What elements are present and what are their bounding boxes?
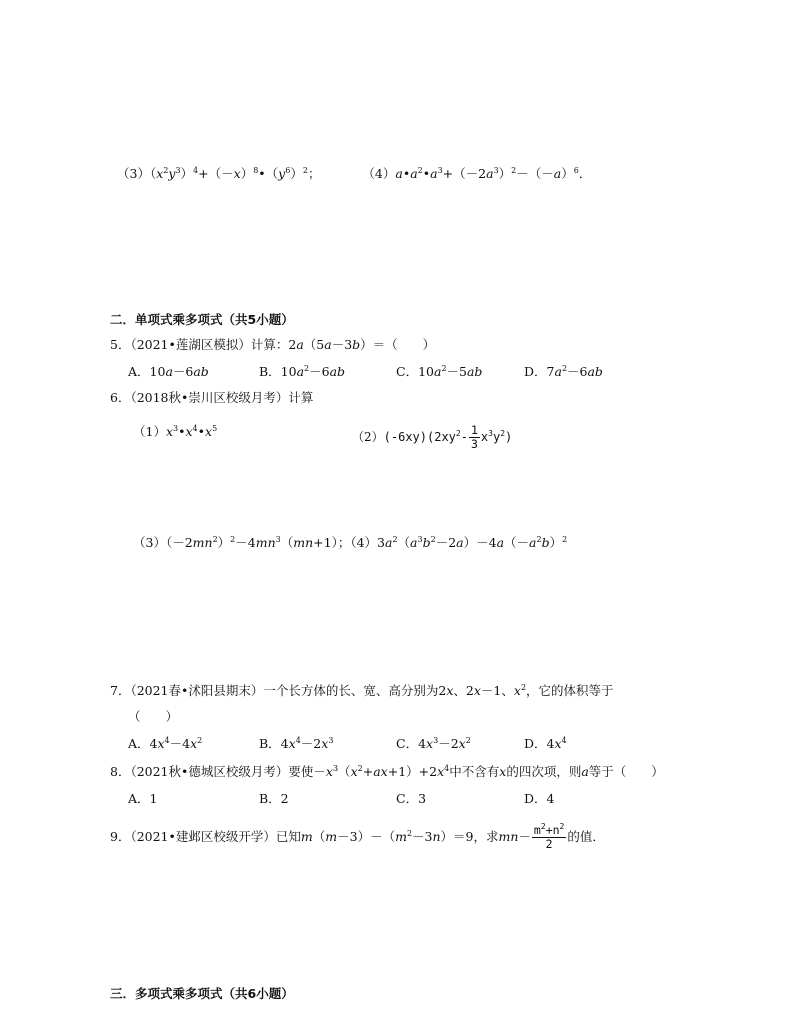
question-7-option-c: C．$4x^3-2x^2$ [396, 736, 471, 751]
section-3-heading: 三．多项式乘多项式（共6小题） [110, 986, 294, 1001]
question-8-option-b: B．2 [259, 791, 289, 806]
question-6-part-1: $(1)x^3•x^4•x^5$ [133, 424, 218, 439]
question-7-stem: 7．（2021春•沭阳县期末）一个长方体的长、宽、高分别为2x、2x－1、$x^2$，它的体积等于 [110, 683, 614, 698]
question-5-option-b: B．$10a^2-6ab$ [259, 364, 346, 379]
sub-problem-3-expression: $(x^2y^3)^4+(-x)^8•(y^6)^2$； [149, 166, 321, 181]
sub-problem-4-label: （4） [362, 166, 396, 181]
question-7-option-d: D．$4x^4$ [524, 736, 567, 751]
question-6-stem: 6．（2018秋•崇川区校级月考）计算 [110, 390, 314, 405]
question-7-option-b: B．$4x^4-2x^3$ [259, 736, 334, 751]
question-8-option-c: C．3 [396, 791, 427, 806]
question-6-parts-3-4: $(3)(-2mn^2)^2-4mn^3(mn+1)$；$(4)3a^2(a^3b^2-2a)-4a(-a^2b)^2$ [133, 535, 568, 550]
question-5-option-d: D．$7a^2-6ab$ [524, 364, 603, 379]
question-5-option-c: C．$10a^2-5ab$ [396, 364, 483, 379]
question-8-option-d: D．4 [524, 791, 555, 806]
question-9-stem: 9．（2021•建邺区校级开学）已知$m(m-3)-(m^2-3n)=9$，求mn－ $\frac{m^2+n^2}{2}$ 的值． [110, 822, 605, 851]
problem-3-4-line [117, 166, 591, 182]
fraction-one-third: $\frac{1}{3}$ [470, 423, 478, 451]
question-6-part-2: $(2)(-6xy)(2xy^2-$ $\frac{1}{3}$ $x^3y^2$) [352, 423, 513, 451]
question-8-stem: 8．（2021秋•德城区校级月考）要使$-x^3(x^2+ax+1)+2x^4$中不含有x的四次项，则a等于（ ） [110, 764, 664, 779]
question-7-option-a: A．$4x^4-4x^2$ [128, 736, 203, 751]
fraction-m2-plus-n2-over-2: $\frac{m^2+n^2}{2}$ [533, 822, 565, 851]
section-2-heading: 二．单项式乘多项式（共5小题） [110, 312, 294, 327]
question-5-option-a: A．10a－6ab [128, 364, 209, 379]
question-7-blank: （ ） [128, 709, 179, 724]
question-8-option-a: A．1 [128, 791, 158, 806]
sub-problem-3-label: （3） [117, 166, 150, 181]
sub-problem-4-expression: $a•a^2•a^3+(-2a^3)^2-(-a)^6$． [395, 166, 592, 181]
question-5-stem: 5．（2021•莲湖区模拟）计算：2a（5a－3b）＝（ ） [110, 337, 436, 352]
